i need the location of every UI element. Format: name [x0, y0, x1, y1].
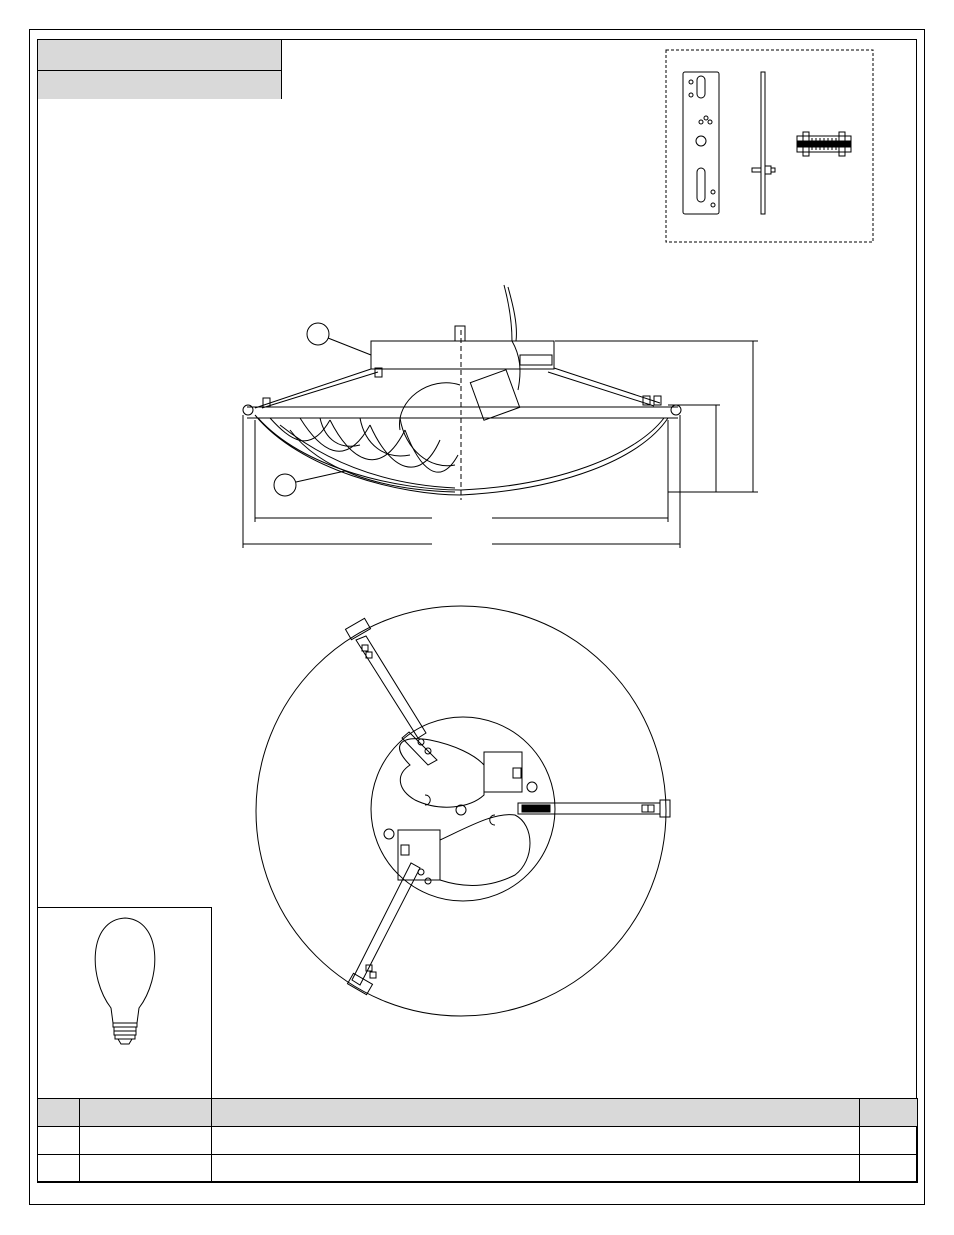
crossbar-front-view [683, 72, 719, 214]
outer-glass-outline [256, 606, 666, 1016]
socket [470, 370, 519, 421]
table-row [38, 1155, 918, 1183]
mounting-nipple [797, 132, 851, 156]
header-cell [80, 1099, 212, 1127]
table-cell [860, 1127, 918, 1155]
arm-lower-left [347, 863, 431, 995]
arm-upper-left [345, 618, 437, 765]
table-cell [80, 1127, 212, 1155]
header-cell [212, 1099, 860, 1127]
table-row [38, 1127, 918, 1155]
table-cell [212, 1155, 860, 1183]
crossbar-side-view [752, 72, 775, 214]
arm-right [518, 800, 670, 817]
callout-2 [274, 474, 296, 496]
bulb-lower [440, 815, 530, 886]
hardware-kit [666, 50, 873, 242]
parts-table-header [38, 1099, 918, 1127]
table-cell [80, 1155, 212, 1183]
table-cell [38, 1127, 80, 1155]
bulb-type-box [37, 907, 212, 1099]
light-bulb-icon [38, 908, 213, 1100]
header-cell [38, 1099, 80, 1127]
table-cell [38, 1155, 80, 1183]
side-elevation [243, 285, 758, 548]
plan-view [256, 606, 670, 1016]
parts-table [37, 1098, 918, 1183]
callout-1 [307, 323, 329, 345]
table-cell [212, 1127, 860, 1155]
header-cell [860, 1099, 918, 1127]
socket-upper [484, 752, 522, 792]
glass-bowl-right [461, 418, 668, 495]
table-cell [860, 1155, 918, 1183]
